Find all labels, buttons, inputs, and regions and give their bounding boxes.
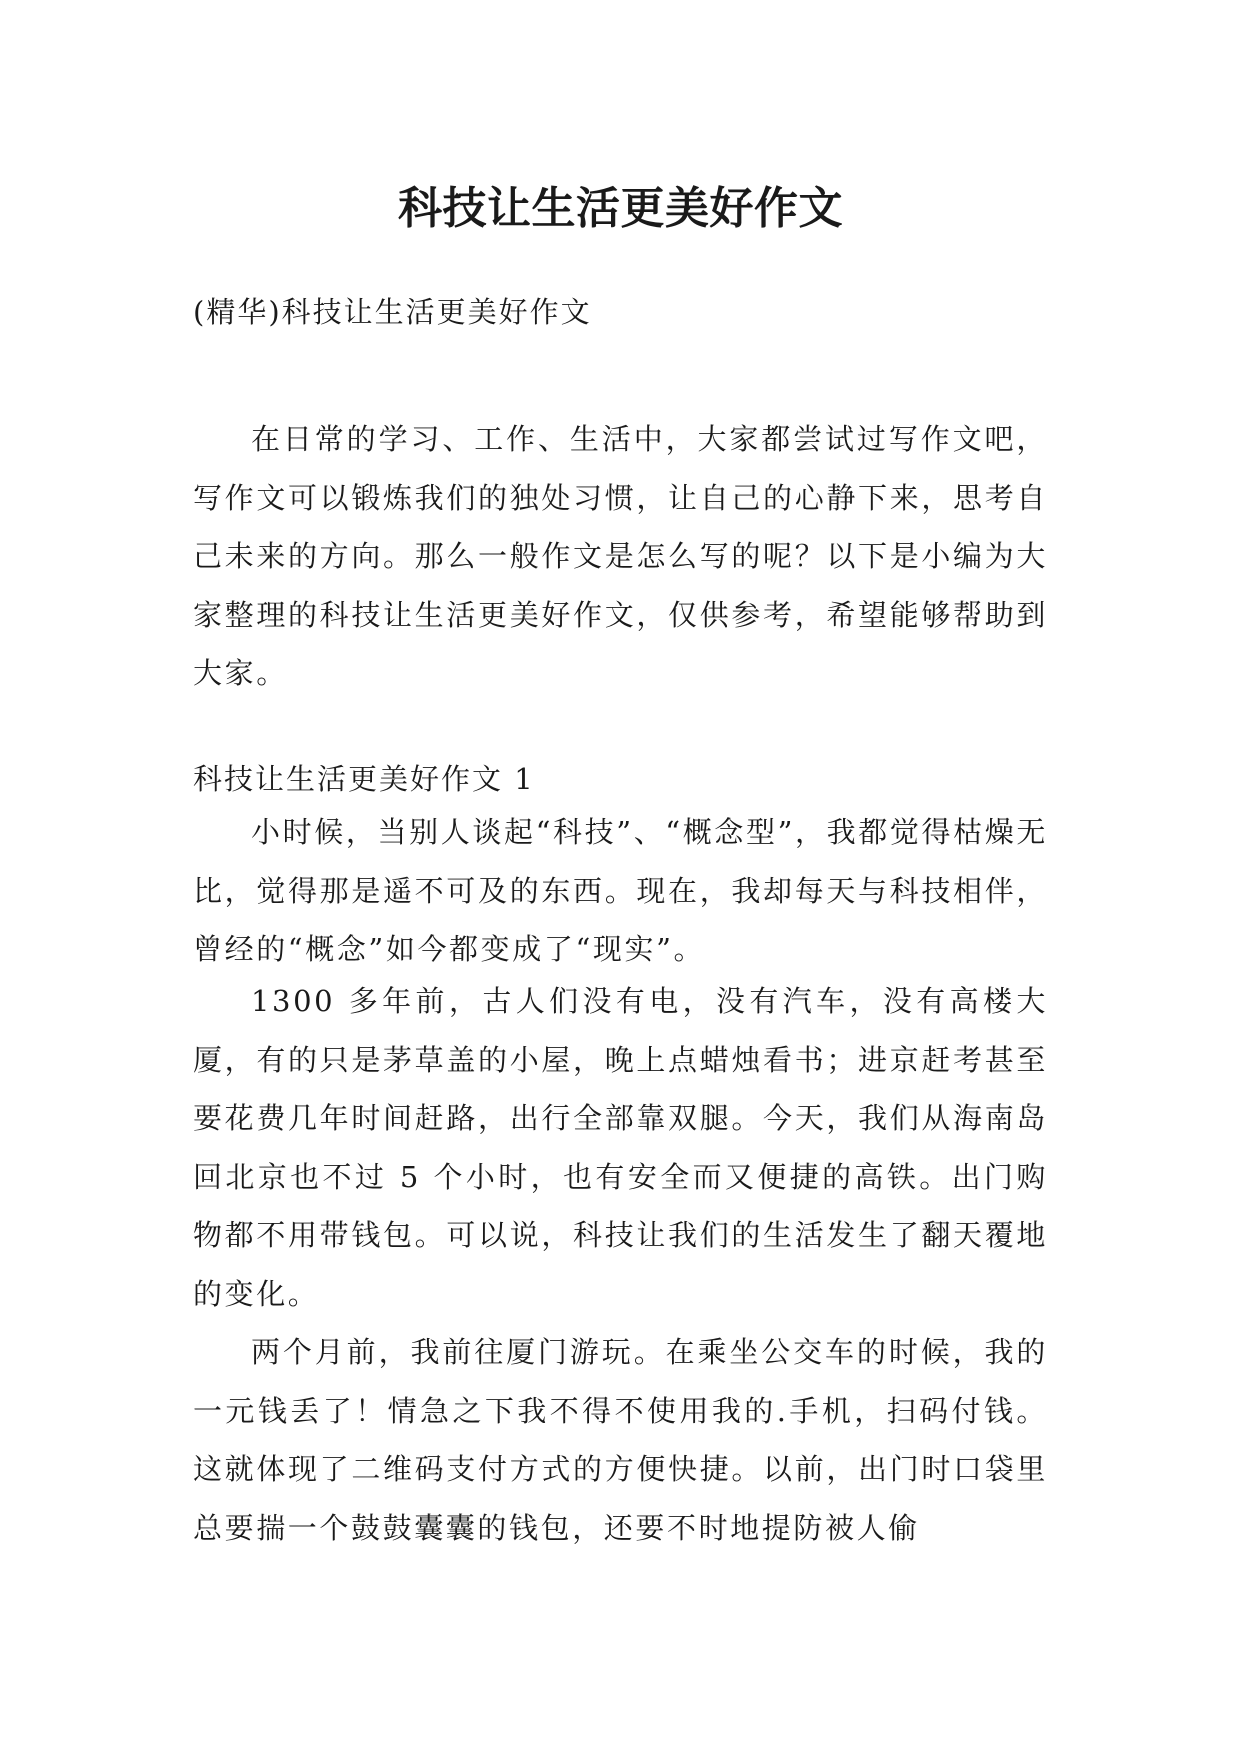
body-paragraph: 1300 多年前，古人们没有电，没有汽车，没有高楼大厦，有的只是茅草盖的小屋，晚上点蜡烛看书；进京赶考甚至要花费几年时间赶路，出行全部靠双腿。今天，我们从海南岛回北京也不过 5 个小时，也有安全而又便捷的高铁。出门购物都不用带钱包。可以说，科技让我们的生活发生了翻天覆地的变化。 xyxy=(193,984,1048,1311)
body-paragraph: 两个月前，我前往厦门游玩。在乘坐公交车的时候，我的一元钱丢了！情急之下我不得不使用我的.手机，扫码付钱。这就体现了二维码支付方式的方便快捷。以前，出门时口袋里总要揣一个鼓鼓囊囊的钱包，还要不时地提防被人偷 xyxy=(193,1335,1048,1545)
essay-heading: 科技让生活更美好作文 1 xyxy=(193,762,535,796)
body-paragraph: 小时候，当别人谈起“科技”、“概念型”，我都觉得枯燥无比，觉得那是遥不可及的东西。现在，我却每天与科技相伴，曾经的“概念”如今都变成了“现实”。 xyxy=(193,815,1048,967)
intro-paragraph: 在日常的学习、工作、生活中，大家都尝试过写作文吧，写作文可以锻炼我们的独处习惯，让自己的心静下来，思考自己未来的方向。那么一般作文是怎么写的呢？以下是小编为大家整理的科技让生活更美好作文，仅供参考，希望能够帮助到大家。 xyxy=(193,422,1048,691)
document-title: 科技让生活更美好作文 xyxy=(398,183,843,235)
document-subtitle: (精华)科技让生活更美好作文 xyxy=(193,295,592,329)
